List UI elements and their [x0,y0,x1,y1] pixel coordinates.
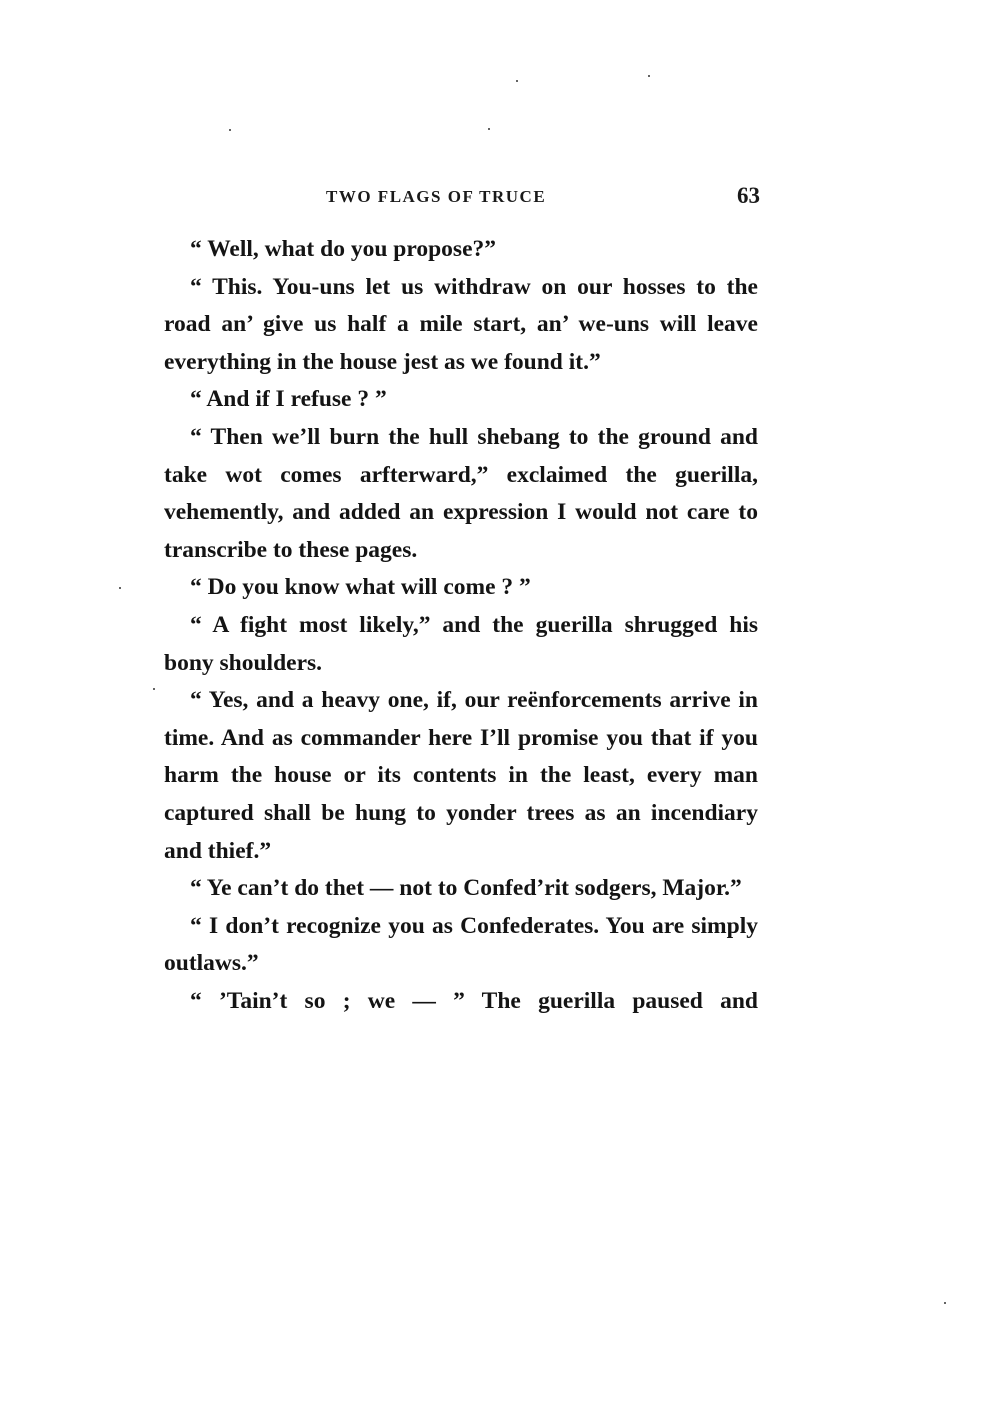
paragraph: “ Well, what do you propose?” [190,236,496,262]
paragraph: “ Ye can’t do thet — not to Confed’rit sodgers, Major.” [190,875,742,902]
print-speck [229,129,231,131]
print-speck [153,688,155,690]
paragraph: “ ’Tain’t so ; we — ” The guerilla paused and [190,987,758,1014]
paragraph: “ This. You-uns let us withdraw on our hosses to the road an’ give us half a mile start, an’ we-uns will leave everything in the house jest as we found it.” [164,273,758,375]
running-title: TWO FLAGS OF TRUCE [326,187,547,206]
paragraph: “ Yes, and a heavy one, if, our reënforcements arrive in time. And as commander here I’ll promise you that if you harm the house or its contents in the least, every man captured shall be hung to yonder trees as an incendiary and thief.” [164,687,758,864]
print-speck [488,128,490,130]
print-speck [516,80,518,82]
paragraph: “ Then we’ll burn the hull shebang to the ground and take wot comes arfterward,” exclaimed the guerilla, vehemently, and added an expression I would not care to transcribe to these pages. [164,423,758,563]
paragraph: “ I don’t recognize you as Confederates. You are simply outlaws.” [164,912,758,977]
print-speck [944,1302,946,1304]
paragraph: “ Do you know what will come ? ” [190,574,531,601]
body-text [164,231,758,1020]
page-number: 63 [737,183,760,208]
paragraph: “ And if I refuse ? ” [190,386,387,413]
print-speck [648,75,650,77]
paragraph: “ A fight most likely,” and the guerilla shrugged his bony shoulders. [164,611,758,676]
page-header [164,183,760,213]
print-speck [119,587,121,589]
